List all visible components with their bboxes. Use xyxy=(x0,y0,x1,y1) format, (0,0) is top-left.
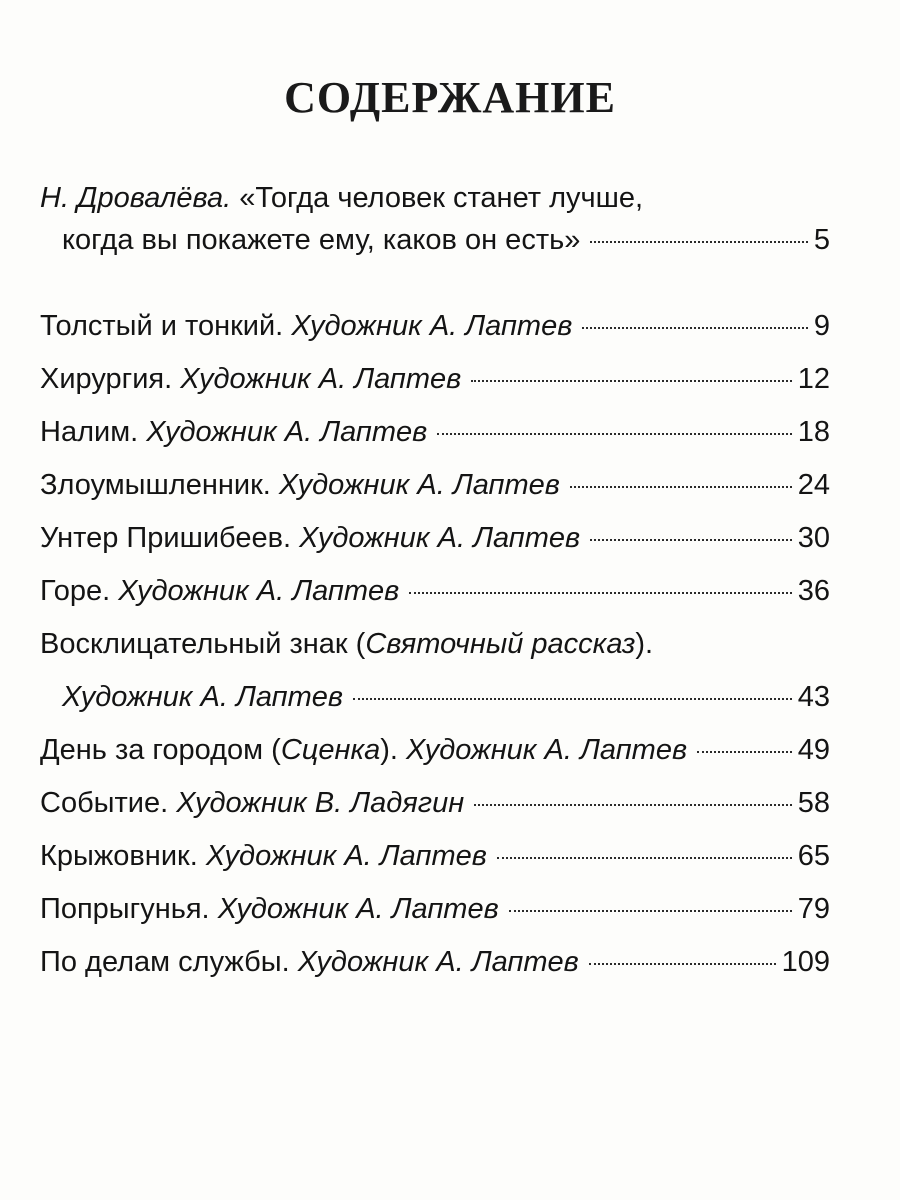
toc-line xyxy=(40,180,830,216)
dot-leader xyxy=(353,698,792,700)
story-subtitle-end: ). xyxy=(380,734,398,766)
toc-entry[interactable] xyxy=(40,520,830,556)
page-number: 18 xyxy=(797,416,830,448)
artist-credit: Художник А. Лаптев xyxy=(180,363,462,395)
page-number: 36 xyxy=(797,575,830,607)
toc-line xyxy=(40,467,830,503)
artist-credit: Художник А. Лаптев xyxy=(62,681,344,713)
dot-leader xyxy=(471,380,791,382)
toc-entry[interactable] xyxy=(40,944,830,980)
story-title: Толстый и тонкий. xyxy=(40,310,284,342)
page-number: 43 xyxy=(797,681,830,713)
dot-leader xyxy=(509,910,792,912)
toc-entry[interactable] xyxy=(40,467,830,503)
dot-leader xyxy=(437,433,791,435)
page-number: 5 xyxy=(813,224,830,256)
artist-credit: Художник А. Лаптев xyxy=(278,469,560,501)
toc-line xyxy=(40,838,830,874)
toc-entry-preface[interactable] xyxy=(40,180,830,258)
page-number: 12 xyxy=(797,363,830,395)
artist-credit: Художник А. Лаптев xyxy=(205,840,487,872)
toc-line xyxy=(40,361,830,397)
story-title: По делам службы. xyxy=(40,946,290,978)
story-title: Налим. xyxy=(40,416,139,448)
artist-credit: Художник А. Лаптев xyxy=(297,946,579,978)
dot-leader xyxy=(697,751,792,753)
page-number: 79 xyxy=(797,893,830,925)
dot-leader xyxy=(409,592,791,594)
toc-line xyxy=(40,785,830,821)
artist-credit: Художник А. Лаптев xyxy=(217,893,499,925)
toc-entry[interactable] xyxy=(40,308,830,344)
story-title: Событие. xyxy=(40,787,169,819)
toc-line xyxy=(40,679,830,715)
toc-entry[interactable] xyxy=(40,838,830,874)
artist-credit: Художник А. Лаптев xyxy=(291,310,573,342)
dot-leader xyxy=(582,327,808,329)
toc-entry[interactable] xyxy=(40,626,830,715)
dot-leader xyxy=(570,486,792,488)
story-title: Попрыгунья. xyxy=(40,893,210,925)
toc-line xyxy=(40,626,830,662)
dot-leader xyxy=(497,857,792,859)
page-number: 9 xyxy=(813,310,830,342)
artist-credit: Художник А. Лаптев xyxy=(299,522,581,554)
artist-credit: Художник А. Лаптев xyxy=(146,416,428,448)
story-title: Хирургия. xyxy=(40,363,173,395)
preface-author: Н. Дровалёва. xyxy=(40,182,232,214)
toc-entry[interactable] xyxy=(40,891,830,927)
story-title: День за городом ( xyxy=(40,734,281,766)
artist-credit: Художник В. Ладягин xyxy=(176,787,465,819)
story-subtitle: Святочный рассказ xyxy=(365,628,636,660)
toc-entry[interactable] xyxy=(40,573,830,609)
page-number: 30 xyxy=(797,522,830,554)
toc-line xyxy=(40,222,830,258)
page-title: СОДЕРЖАНИЕ xyxy=(284,73,616,122)
story-title: Восклицательный знак ( xyxy=(40,628,366,660)
page-number: 65 xyxy=(797,840,830,872)
story-title: Унтер Пришибеев. xyxy=(40,522,292,554)
story-title: Злоумышленник. xyxy=(40,469,271,501)
toc-line xyxy=(40,573,830,609)
toc-line xyxy=(40,520,830,556)
toc-entry[interactable] xyxy=(40,414,830,450)
page-number: 24 xyxy=(797,469,830,501)
dot-leader xyxy=(474,804,792,806)
preface-title-line2: когда вы покажете ему, каков он есть» xyxy=(62,224,581,256)
artist-credit: Художник А. Лаптев xyxy=(406,734,688,766)
page-number: 109 xyxy=(781,946,830,978)
page-number: 49 xyxy=(797,734,830,766)
story-subtitle: Сценка xyxy=(280,734,381,766)
dot-leader xyxy=(590,241,808,243)
dot-leader xyxy=(590,539,792,541)
toc-entry[interactable] xyxy=(40,785,830,821)
preface-title-line1: «Тогда человек станет лучше, xyxy=(239,182,644,214)
toc-entry[interactable] xyxy=(40,361,830,397)
story-title: Горе. xyxy=(40,575,111,607)
story-subtitle-end: ). xyxy=(635,628,654,660)
toc-line xyxy=(40,891,830,927)
dot-leader xyxy=(589,963,776,965)
story-title: Крыжовник. xyxy=(40,840,198,872)
toc-line xyxy=(40,944,830,980)
toc-line xyxy=(40,732,830,768)
artist-credit: Художник А. Лаптев xyxy=(118,575,400,607)
toc-line xyxy=(40,414,830,450)
toc-entry[interactable] xyxy=(40,732,830,768)
toc-line xyxy=(40,308,830,344)
page-number: 58 xyxy=(797,787,830,819)
